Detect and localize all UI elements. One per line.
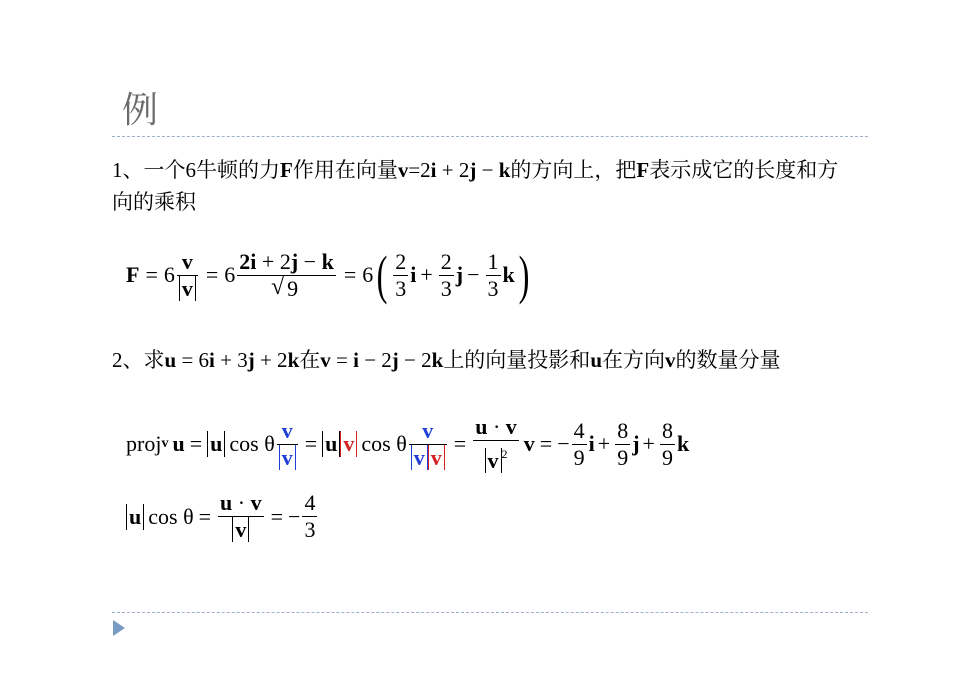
equation-1: [126, 245, 533, 305]
eq1-f3-num: 2: [440, 248, 452, 274]
eq1-f2-num: 2: [395, 248, 407, 274]
eq1-f4-num: 1: [487, 248, 499, 274]
eq1-plus: +: [420, 262, 433, 287]
eq2-frac-4-9: [572, 418, 587, 471]
p1-text-c: 的方向上，把: [510, 158, 637, 182]
p2-v2: v: [665, 348, 676, 372]
eq1-f4-den: 3: [487, 275, 499, 301]
eq2-frac-unit-v: [277, 418, 298, 471]
eq2-eq-3: =: [453, 431, 467, 456]
equation-2: [126, 414, 689, 474]
p1-v: v: [397, 158, 409, 182]
eq2-k: k: [676, 431, 690, 456]
equation-3: [126, 490, 319, 543]
eq2-f1-num: v: [281, 417, 293, 443]
p2-i2: i: [353, 348, 359, 372]
eq2-frac-8-9-a: [615, 418, 630, 471]
eq2-j: j: [632, 431, 640, 456]
eq1-num-minus: −: [303, 248, 317, 274]
p1-text-a: 1、一个6牛顿的力: [112, 158, 280, 182]
play-arrow-icon: [113, 620, 125, 636]
eq2-f2-num: v: [422, 417, 434, 443]
eq2-proj-sub-v: v: [161, 436, 169, 451]
eq2-f4-den: 9: [573, 444, 585, 470]
eq2-eq-1: =: [189, 431, 203, 456]
eq1-six-3: 6: [362, 262, 374, 287]
eq1-f2-den: 3: [395, 275, 407, 301]
p2-d: + 2: [254, 348, 288, 372]
eq3-neg: −: [288, 503, 301, 529]
eq2-f2-den-red: v: [430, 444, 442, 470]
eq2-f5-den: 9: [617, 444, 629, 470]
p2-h: − 2: [398, 348, 432, 372]
eq1-k: k: [502, 262, 515, 287]
eq2-f6-den: 9: [661, 444, 673, 470]
eq2-f5-num: 8: [617, 417, 629, 443]
eq1-left-paren: (: [376, 245, 388, 305]
eq1-den-9: 9: [287, 275, 299, 301]
eq2-neg: −: [557, 431, 570, 456]
eq1-frac-2-3-b: [439, 249, 454, 302]
eq3-f1-v: v: [250, 490, 262, 515]
eq3-f2-num: 4: [304, 490, 316, 515]
eq3-cos: cos θ: [148, 503, 194, 529]
eq2-f2-den-blue: v: [413, 444, 425, 470]
eq1-i: i: [410, 262, 417, 287]
eq1-frac-1-3: [486, 249, 501, 302]
p2-text-1: 上的向量投影和: [443, 348, 591, 372]
p2-text-2: 在方向: [602, 348, 665, 372]
p1-text-d: 表示成它的长度和方: [649, 158, 839, 182]
eq1-six-1: 6: [163, 262, 175, 287]
p1-minus: −: [476, 158, 499, 182]
eq1-eq-1: =: [145, 262, 158, 287]
p2-v: v: [320, 348, 331, 372]
eq2-norm-u-1: u: [210, 431, 223, 456]
eq1-frac1-num: v: [181, 248, 193, 274]
p2-e: 在: [299, 348, 321, 372]
eq1-minus: −: [467, 262, 480, 287]
slide-title: 例: [122, 90, 159, 130]
eq3-f2-den: 3: [304, 517, 316, 542]
eq1-f3-den: 3: [440, 275, 452, 301]
p1-text-b: 作用在向量: [292, 158, 398, 182]
eq2-cos-2: cos θ: [361, 431, 407, 456]
eq2-cos-1: cos θ: [229, 431, 275, 456]
p2-g: − 2: [358, 348, 392, 372]
eq1-eq-2: =: [205, 262, 219, 287]
p2-k2: k: [431, 348, 444, 372]
eq2-frac-v-normv-normv: [409, 418, 447, 471]
eq2-proj: proj: [126, 431, 162, 456]
eq2-f3-v: v: [505, 414, 517, 439]
eq1-num-j: j: [290, 248, 299, 274]
p2-a: 2、求: [112, 348, 165, 372]
eq1-frac-sqrt9: [237, 249, 336, 302]
eq2-plus-2: +: [642, 431, 655, 456]
eq1-num-2i: 2i: [239, 248, 257, 274]
eq2-f3-dot: ·: [492, 414, 501, 439]
problem-2-text: [112, 344, 781, 376]
eq2-i: i: [588, 431, 595, 456]
eq1-frac-2-3-a: [393, 249, 408, 302]
footer-divider: [112, 612, 868, 613]
eq3-eq-2: =: [270, 503, 284, 529]
p2-i: i: [209, 348, 215, 372]
eq1-num-2: 2: [279, 248, 291, 274]
p2-j2: j: [391, 348, 399, 372]
eq1-num-k: k: [321, 248, 334, 274]
title-divider: [112, 136, 868, 137]
eq2-f3-den: v: [487, 448, 499, 473]
p2-u: u: [164, 348, 177, 372]
eq2-v: v: [523, 431, 535, 456]
eq3-f1-den: v: [235, 517, 247, 542]
eq1-frac1-den: v: [181, 275, 193, 301]
eq2-f3-u: u: [475, 414, 488, 439]
problem-1-line-1: [112, 154, 872, 186]
p1-F: F: [280, 158, 293, 182]
eq1-frac-v-over-normv: [177, 249, 198, 302]
p1-plus2: + 2: [436, 158, 470, 182]
eq2-norm-v-red: v: [343, 431, 355, 456]
p2-u2: u: [590, 348, 602, 372]
eq2-eq-4: =: [539, 431, 553, 456]
eq2-frac-8-9-b: [660, 418, 675, 471]
eq3-frac-udotv-normv: [218, 490, 264, 543]
eq1-j: j: [455, 262, 464, 287]
eq2-u: u: [172, 431, 185, 456]
eq2-f4-num: 4: [573, 417, 585, 443]
eq1-right-paren: ): [518, 245, 530, 305]
p1-i: i: [430, 158, 437, 182]
p2-f: =: [330, 348, 354, 372]
eq2-f1-den: v: [281, 444, 293, 470]
eq3-eq-1: =: [198, 503, 212, 529]
p2-b: = 6: [176, 348, 210, 372]
eq2-eq-2: =: [304, 431, 318, 456]
p2-text-3: 的数量分量: [675, 348, 781, 372]
p2-c: + 3: [214, 348, 248, 372]
eq3-f1-dot: ·: [237, 490, 246, 515]
p1-j: j: [469, 158, 477, 182]
eq1-six-2: 6: [224, 262, 236, 287]
eq3-f1-u: u: [220, 490, 233, 515]
eq2-norm-u-2: u: [325, 431, 338, 456]
p1-F2: F: [636, 158, 650, 182]
p2-k: k: [287, 348, 300, 372]
eq1-eq-3: =: [343, 262, 357, 287]
eq3-norm-u: u: [129, 503, 142, 529]
eq3-frac-4-3: [302, 490, 317, 543]
p1-eq: =2: [408, 158, 431, 182]
eq2-plus-1: +: [597, 431, 611, 456]
eq1-num-plus: +: [261, 248, 275, 274]
problem-1-text: [112, 154, 872, 218]
eq2-frac-udotv: [473, 414, 519, 474]
problem-1-line-2: 向的乘积: [112, 190, 196, 214]
p2-j: j: [247, 348, 255, 372]
eq2-f6-num: 8: [661, 417, 673, 443]
eq1-F: F: [126, 262, 140, 287]
eq2-f3-sq: 2: [501, 447, 508, 461]
p1-k: k: [498, 158, 511, 182]
